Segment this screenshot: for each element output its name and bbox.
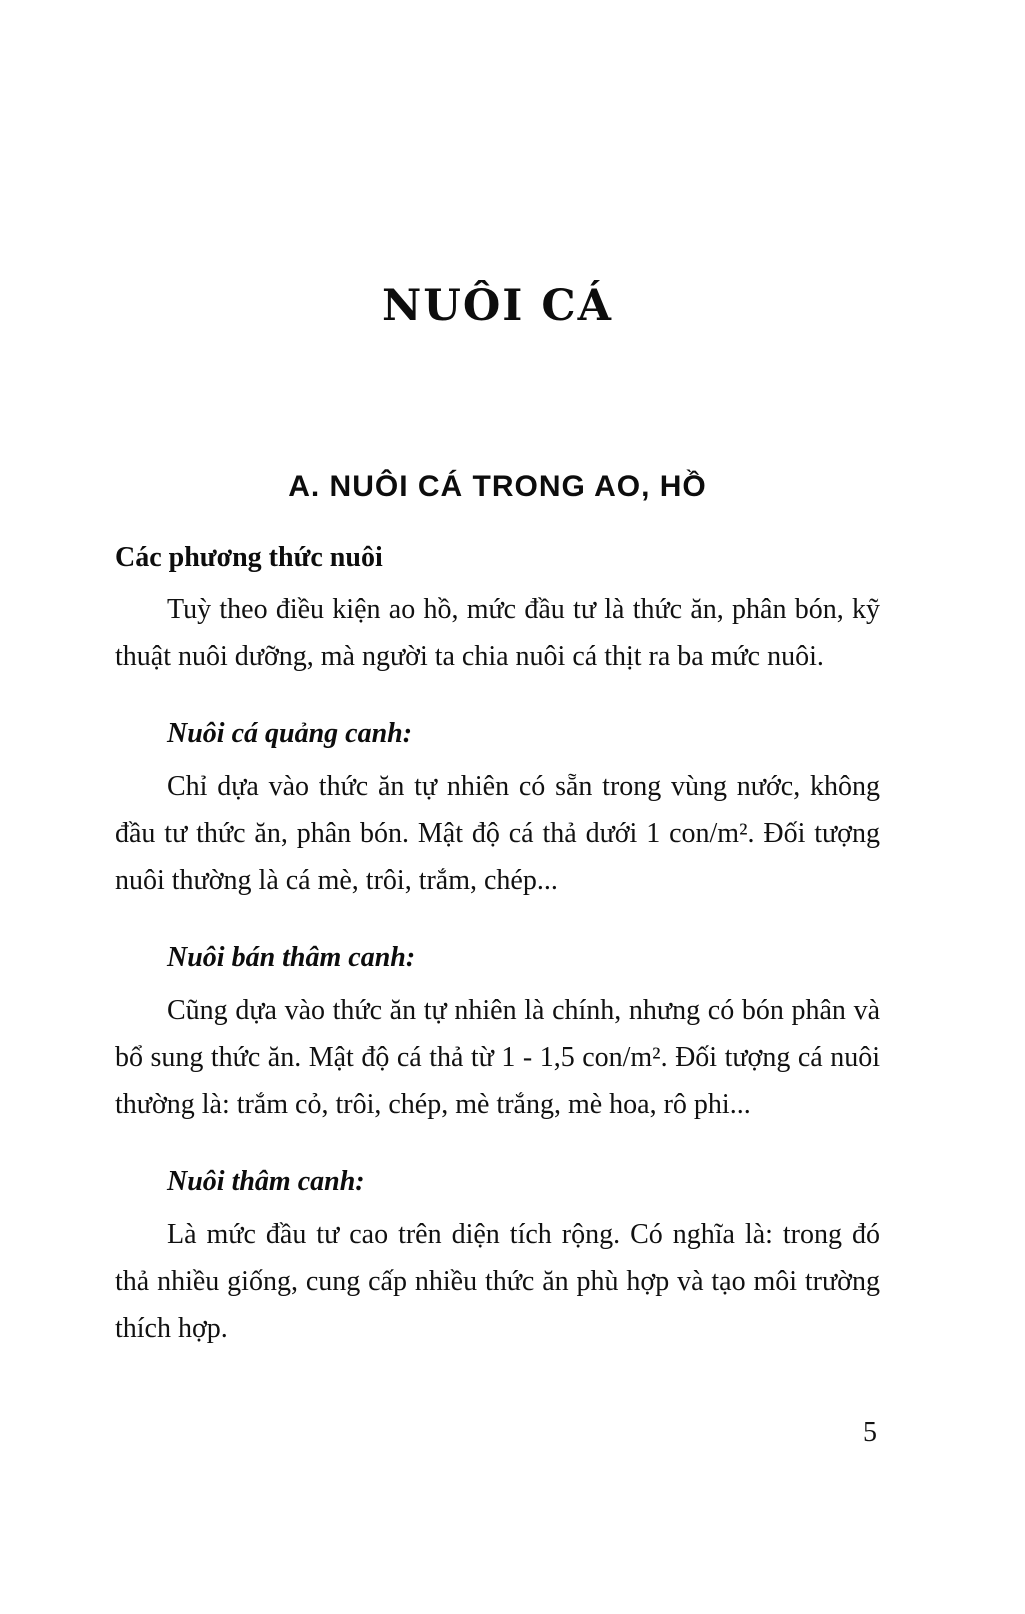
methods-subheading: Các phương thức nuôi <box>115 541 383 573</box>
method-body-tham-canh: Là mức đầu tư cao trên diện tích rộng. Có nghĩa là: trong đó thả nhiều giống, cung cấp nhiều thức ăn phù hợp và tạo môi trường thích hợp. <box>115 1219 880 1345</box>
intro-paragraph: Tuỳ theo điều kiện ao hồ, mức đầu tư là thức ăn, phân bón, kỹ thuật nuôi dưỡng, mà người ta chia nuôi cá thịt ra ba mức nuôi. <box>115 594 880 673</box>
method-heading-tham-canh: Nuôi thâm canh: <box>167 1166 365 1198</box>
section-heading: A. NUÔI CÁ TRONG AO, HỒ <box>288 470 707 504</box>
page-number: 5 <box>863 1417 877 1448</box>
method-body-ban-tham-canh: Cũng dựa vào thức ăn tự nhiên là chính, nhưng có bón phân và bổ sung thức ăn. Mật độ cá thả từ 1 - 1,5 con/m². Đối tượng cá nuôi thường là: trắm cỏ, trôi, chép, mè trắng, mè hoa, rô phi... <box>115 995 880 1121</box>
page-title: NUÔI CÁ <box>382 281 613 331</box>
method-heading-quang-canh: Nuôi cá quảng canh: <box>167 718 413 750</box>
method-body-quang-canh: Chỉ dựa vào thức ăn tự nhiên có sẵn trong vùng nước, không đầu tư thức ăn, phân bón. Mật độ cá thả dưới 1 con/m². Đối tượng nuôi thường là cá mè, trôi, trắm, chép... <box>115 771 880 897</box>
method-heading-ban-tham-canh: Nuôi bán thâm canh: <box>167 942 416 974</box>
